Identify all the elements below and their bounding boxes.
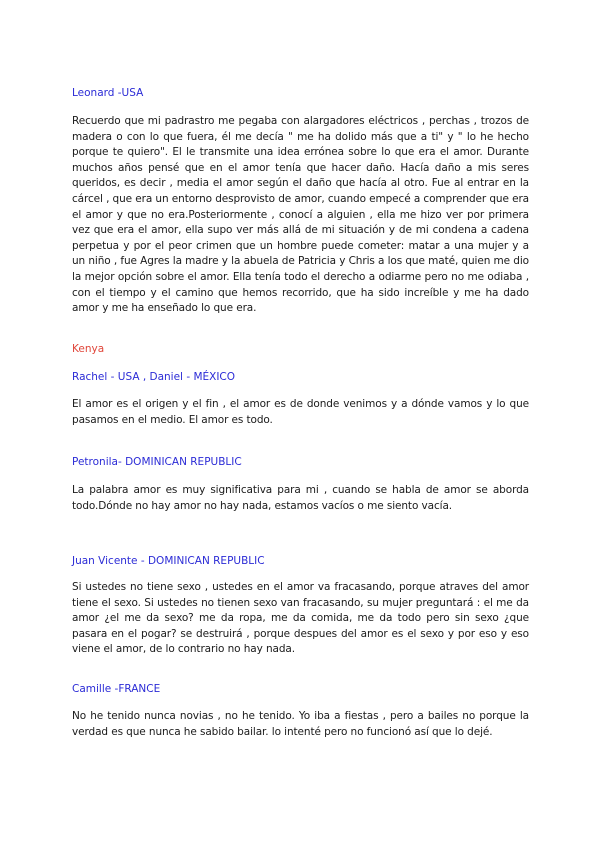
speaker-name-petronila: Petronila- DOMINICAN REPUBLIC [72, 456, 242, 468]
testimony-petronila: La palabra amor es muy significativa para mi , cuando se habla de amor se aborda todo.Dónde no hay amor no hay nada, estamos vacíos o me siento vacía. [72, 484, 529, 512]
testimony-juan-vicente: Si ustedes no tiene sexo , ustedes en el amor va fracasando, porque atraves del amor tiene el sexo. Si ustedes no tienen sexo van fracasando, su mujer preguntará : el me da amor ¿el me da sexo? me da ropa, me da comida, me da todo pero sin sexo ¿que pasara en el pogar? se destruirá , porque despues del amor es el sexo y por eso y eso viene el amor, de lo contrario no hay nada. [72, 581, 529, 656]
testimony-leonard: Recuerdo que mi padrastro me pegaba con alargadores eléctricos , perchas , trozos de madera o con lo que fuera, él me decía " me ha dolido más que a ti" y " lo he hecho porque te quiero". El le transmite una idea errónea sobre lo que era el amor. Durante muchos años pensé que en el amor tenía que hacer daño. Hacía daño a mis seres queridos, es decir , media el amor según el daño que hacía al otro. Fue al entrar en la cárcel , que era un entorno desprovisto de amor, cuando empecé a comprender que era el amor y que no era.Posteriormente , conocí a alguien , ella me hizo ver por primera vez que era el amor, ella supo ver más allá de mi situación y de mi condena a cadena perpetua y por el peor crimen que un hombre puede cometer: matar a una mujer y a un niño , fue Agres la madre y la abuela de Patricia y Chris a los que maté, quien me dio la mejor opción sobre el amor. Ella tenía todo el derecho a odiarme pero no me odiaba , con el tiempo y el camino que hemos recorrido, que ha sido increíble y me ha dado amor y me ha enseñado lo que era. [72, 115, 529, 315]
speaker-name-rachel-daniel: Rachel - USA , Daniel - MÉXICO [72, 371, 236, 383]
speaker-name-juan-vicente: Juan Vicente - DOMINICAN REPUBLIC [72, 555, 265, 567]
testimony-camille: No he tenido nunca novias , no he tenido. Yo iba a fiestas , pero a bailes no porque la verdad es que nunca he sabido bailar. lo intenté pero no funcionó así que lo dejé. [72, 710, 529, 738]
speaker-name-kenya: Kenya [72, 343, 105, 355]
speaker-name-leonard: Leonard -USA [72, 87, 144, 99]
testimony-rachel-daniel: El amor es el origen y el fin , el amor es de donde venimos y a dónde vamos y lo que pasamos en el medio. El amor es todo. [72, 398, 529, 426]
speaker-name-camille: Camille -FRANCE [72, 683, 161, 695]
